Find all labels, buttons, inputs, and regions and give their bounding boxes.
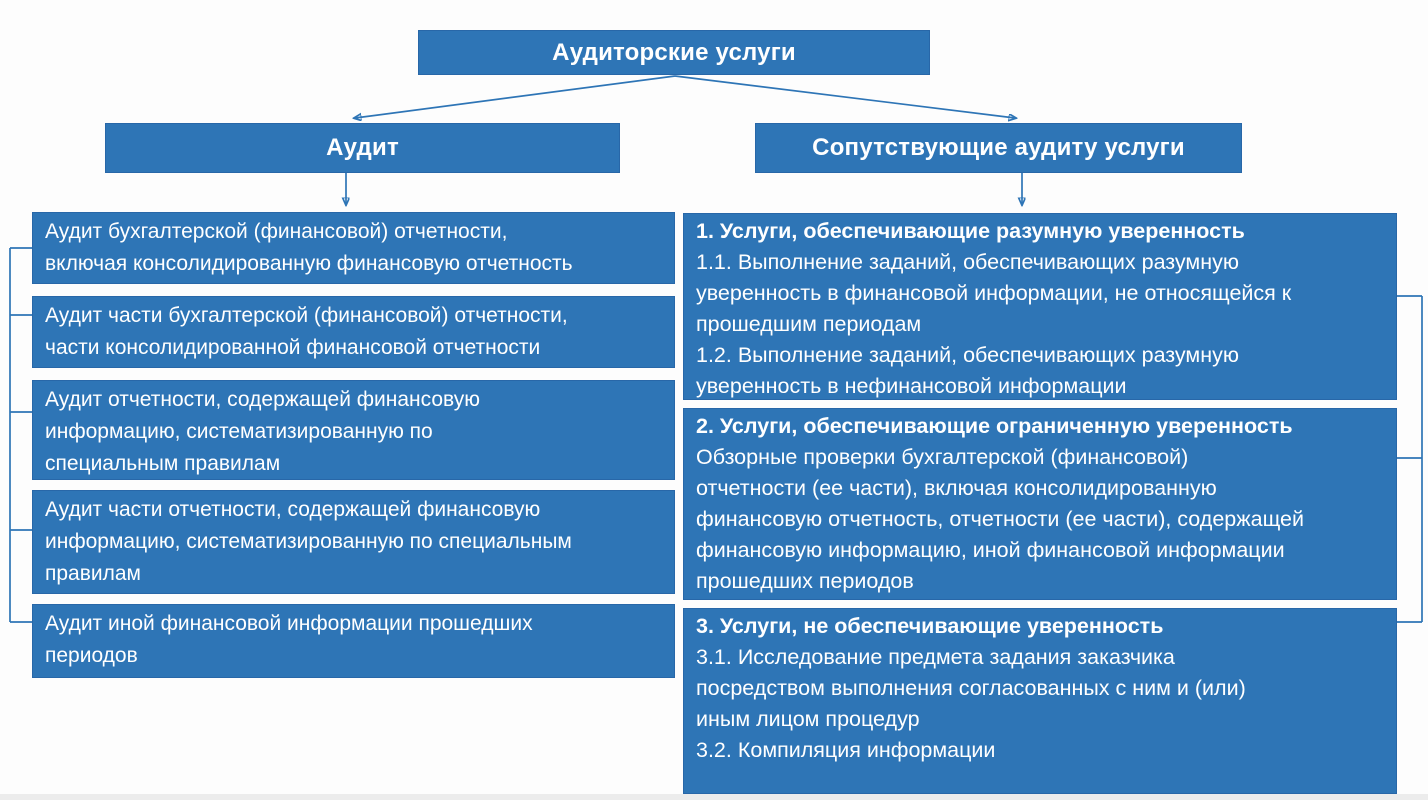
audit-type-box-5: Аудит иной финансовой информации прошедших периодов — [32, 604, 675, 678]
audit-type-box-4: Аудит части отчетности, содержащей финансовую информацию, систематизированную по специальным правилам — [32, 490, 675, 594]
audit-type-box-3: Аудит отчетности, содержащей финансовую информацию, систематизированную по специальным правилам — [32, 380, 675, 480]
left-bracket — [10, 248, 32, 622]
branch-related-label: Сопутствующие аудиту услуги — [812, 134, 1185, 161]
audit-type-box-2: Аудит части бухгалтерской (финансовой) отчетности, части консолидированной финансовой отчетности — [32, 296, 675, 368]
right-bracket — [1397, 296, 1422, 622]
arrow-root-to-audit — [355, 76, 675, 118]
related-service-1-header: 1. Услуги, обеспечивающие разумную уверенность — [696, 219, 1245, 243]
branch-audit-box — [105, 123, 620, 173]
arrow-root-to-related — [675, 76, 1015, 118]
related-service-1-body: 1.1. Выполнение заданий, обеспечивающих разумную уверенность в финансовой информации, не относящейся к прошедшим периодам 1.2. Выполнение заданий, обеспечивающих разумную уверенность в нефинансовой информации — [696, 250, 1292, 398]
related-service-3-body: 3.1. Исследование предмета задания заказчика посредством выполнения согласованных с ним и (или) иным лицом процедур 3.2. Компиляция информации — [696, 645, 1246, 762]
related-service-box-1 — [683, 213, 1397, 400]
root-box — [418, 30, 930, 75]
branch-related-box — [755, 123, 1242, 173]
related-service-2-body: Обзорные проверки бухгалтерской (финансовой) отчетности (ее части), включая консолидированную финансовую отчетность, отчетности (ее части), содержащей финансовую информацию, иной финансовой информации прошедших периодов — [696, 445, 1304, 593]
related-service-3-header: 3. Услуги, не обеспечивающие уверенность — [696, 614, 1164, 638]
audit-type-box-1: Аудит бухгалтерской (финансовой) отчетности, включая консолидированную финансовую отчетность — [32, 212, 675, 284]
related-service-box-3 — [683, 608, 1397, 794]
screenshot-edge-strip — [0, 794, 1428, 800]
branch-audit-label: Аудит — [326, 134, 399, 161]
related-service-box-2 — [683, 408, 1397, 600]
root-box-label: Аудиторские услуги — [552, 38, 796, 66]
related-service-2-header: 2. Услуги, обеспечивающие ограниченную уверенность — [696, 414, 1293, 438]
